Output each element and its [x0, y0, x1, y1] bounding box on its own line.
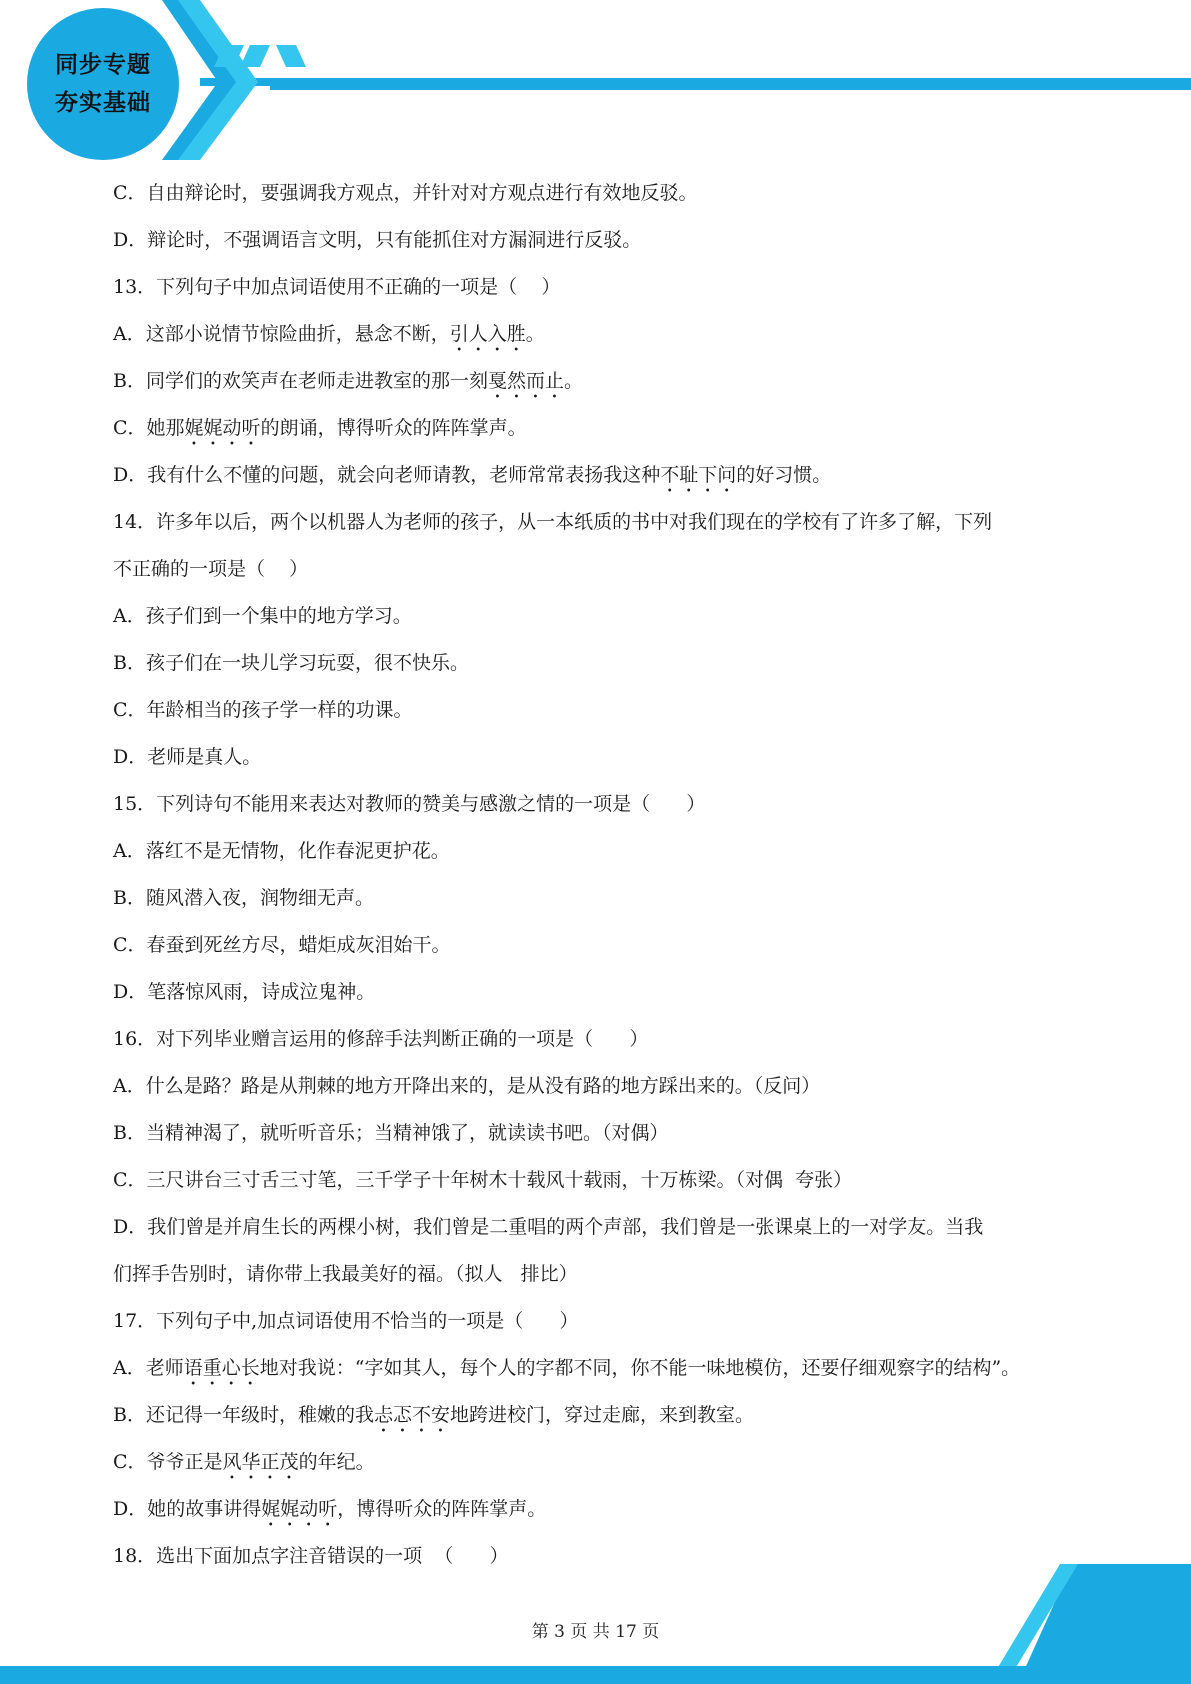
text-line	[113, 1251, 1083, 1298]
text-line	[113, 405, 1083, 452]
text-line	[113, 875, 1083, 922]
text-line	[113, 640, 1083, 687]
text-segment: B．当精神渴了，就听听音乐；当精神饿了，就读读书吧。（对偶）	[113, 1122, 669, 1144]
text-segment: C．三尺讲台三寸舌三寸笔，三千学子十年树木十载风十载雨，十万栋梁。（对偶 夸张）	[113, 1169, 853, 1191]
footer-bar	[0, 1666, 1191, 1684]
text-segment: C．爷爷正是	[113, 1451, 223, 1473]
text-segment: 。	[525, 323, 545, 345]
text-line	[113, 217, 1083, 264]
header-badge	[27, 8, 179, 160]
text-segment: 们挥手告别时，请你带上我最美好的福。（拟人 排比）	[113, 1263, 578, 1285]
text-segment: 15．下列诗句不能用来表达对教师的赞美与感激之情的一项是（ ）	[113, 793, 706, 815]
text-segment: 的年纪。	[298, 1451, 375, 1473]
text-segment: A．落红不是无情物，化作春泥更护花。	[113, 840, 450, 862]
text-segment: A．这部小说情节惊险曲折，悬念不断，	[113, 323, 450, 345]
text-segment: 17．下列句子中,加点词语使用不恰当的一项是（ ）	[113, 1310, 579, 1332]
text-segment: B．同学们的欢笑声在老师走进教室的那一刻	[113, 370, 488, 392]
emphasized-phrase: 语重心长	[183, 1357, 260, 1379]
text-segment: 13．下列句子中加点词语使用不正确的一项是（ ）	[113, 276, 561, 298]
text-line	[113, 1486, 1083, 1533]
page-number: 第 3 页 共 17 页	[531, 1622, 660, 1642]
emphasized-phrase: 娓娓动听	[184, 417, 261, 439]
emphasized-phrase: 风华正茂	[222, 1451, 299, 1473]
text-line	[113, 1157, 1083, 1204]
text-line	[113, 593, 1083, 640]
text-line	[113, 1345, 1083, 1392]
badge-line-1: 同步专题	[55, 52, 151, 78]
text-segment: A．老师	[113, 1357, 184, 1379]
text-segment: 。	[563, 370, 583, 392]
text-segment: 14．许多年以后，两个以机器人为老师的孩子，从一本纸质的书中对我们现在的学校有了许多了解，下列	[113, 511, 993, 533]
text-segment: C．春蚕到死丝方尽，蜡炬成灰泪始干。	[113, 934, 451, 956]
text-line	[113, 1298, 1083, 1345]
document-body	[113, 170, 1083, 1580]
text-line	[113, 1439, 1083, 1486]
emphasized-phrase: 不耻下问	[660, 464, 737, 486]
text-segment: D．我有什么不懂的问题，就会向老师请教，老师常常表扬我这种	[113, 464, 661, 486]
text-line	[113, 170, 1083, 217]
text-segment: A．什么是路？路是从荆棘的地方开降出来的，是从没有路的地方踩出来的。（反问）	[113, 1075, 821, 1097]
text-segment: C．她那	[113, 417, 185, 439]
emphasized-phrase: 戛然而止	[487, 370, 564, 392]
text-line	[113, 1110, 1083, 1157]
text-segment: 的好习惯。	[736, 464, 832, 486]
text-segment: D．她的故事讲得	[113, 1498, 262, 1520]
text-line	[113, 969, 1083, 1016]
text-segment: 16．对下列毕业赠言运用的修辞手法判断正确的一项是（ ）	[113, 1028, 649, 1050]
text-segment: B．随风潜入夜，润物细无声。	[113, 887, 374, 909]
text-line	[113, 828, 1083, 875]
text-segment: D．我们曾是并肩生长的两棵小树，我们曾是二重唱的两个声部，我们曾是一张课桌上的一对学友。当我	[113, 1216, 984, 1238]
text-segment: D．辩论时，不强调语言文明，只有能抓住对方漏洞进行反驳。	[113, 229, 642, 251]
header-dash-3	[276, 45, 306, 67]
text-line	[113, 1392, 1083, 1439]
text-segment: B．还记得一年级时，稚嫩的我	[113, 1404, 374, 1426]
text-line	[113, 311, 1083, 358]
text-segment: C．自由辩论时，要强调我方观点，并针对对方观点进行有效地反驳。	[113, 182, 698, 204]
header-stripe-thin	[200, 78, 1191, 86]
text-segment: D．笔落惊风雨，诗成泣鬼神。	[113, 981, 376, 1003]
text-segment: 不正确的一项是（ ）	[113, 558, 309, 580]
text-line	[113, 687, 1083, 734]
header-dash-2	[240, 45, 270, 67]
text-line	[113, 1063, 1083, 1110]
badge-line-2: 夯实基础	[55, 90, 151, 116]
text-segment: C．年龄相当的孩子学一样的功课。	[113, 699, 413, 721]
emphasized-phrase: 忐忑不安	[373, 1404, 450, 1426]
text-line	[113, 781, 1083, 828]
text-line	[113, 499, 1083, 546]
text-line	[113, 546, 1083, 593]
text-segment: D．老师是真人。	[113, 746, 262, 768]
text-segment: ，博得听众的阵阵掌声。	[337, 1498, 547, 1520]
text-line	[113, 358, 1083, 405]
header-stripe-thick	[270, 86, 1191, 90]
text-line	[113, 452, 1083, 499]
text-line	[113, 1016, 1083, 1063]
text-segment: B．孩子们在一块儿学习玩耍，很不快乐。	[113, 652, 469, 674]
text-segment: 18．选出下面加点字注音错误的一项 （ ）	[113, 1545, 509, 1567]
text-segment: 的朗诵，博得听众的阵阵掌声。	[260, 417, 527, 439]
emphasized-phrase: 引人入胜	[449, 323, 526, 345]
text-segment: 地跨进校门，穿过走廊，来到教室。	[449, 1404, 754, 1426]
text-line	[113, 264, 1083, 311]
text-segment: A．孩子们到一个集中的地方学习。	[113, 605, 412, 627]
text-line	[113, 922, 1083, 969]
text-line	[113, 734, 1083, 781]
text-line	[113, 1204, 1083, 1251]
emphasized-phrase: 娓娓动听	[261, 1498, 338, 1520]
text-segment: 地对我说：“字如其人，每个人的字都不同，你不能一味地模仿，还要仔细观察字的结构”。	[259, 1357, 1021, 1379]
